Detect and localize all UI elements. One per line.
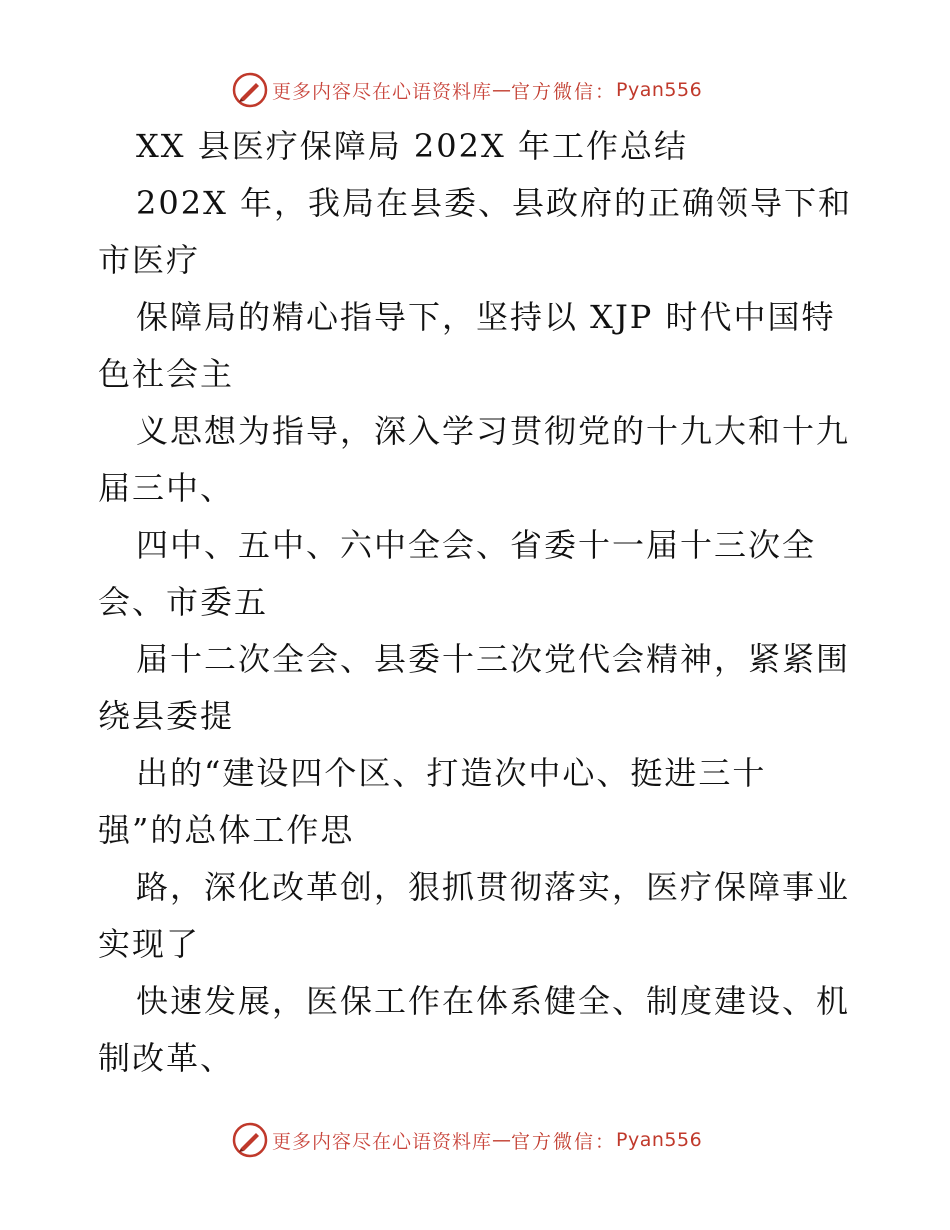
banner-wechat-label: 官方微信：: [511, 1130, 617, 1153]
paragraph-line: 实现了: [98, 925, 201, 963]
paragraph-line: 202X 年，我局在县委、县政府的正确领导下和: [136, 184, 853, 222]
paragraph-line: 届十二次全会、县委十三次党代会精神，紧紧围: [136, 640, 851, 678]
paragraph-line: 会、市委五: [98, 583, 269, 621]
banner-wechat-id: Pyan556: [616, 1129, 703, 1151]
banner-wechat-label: 官方微信：: [511, 80, 617, 103]
paragraph-line: 四中、五中、六中全会、省委十一届十三次全: [136, 526, 817, 564]
paragraph-line: 市医疗: [98, 241, 201, 279]
footer-banner: [232, 1120, 702, 1160]
banner-wechat-id: Pyan556: [616, 79, 703, 101]
paragraph-line: 绕县委提: [98, 697, 235, 735]
document-title: XX 县医疗保障局 202X 年工作总结: [136, 127, 688, 165]
banner-separator: —: [492, 79, 512, 101]
paragraph-line: 路，深化改革创，狠抓贯彻落实，医疗保障事业: [136, 868, 851, 906]
banner-brand-text: 更多内容尽在心语资料库: [272, 80, 493, 103]
header-banner: [232, 70, 702, 110]
paragraph-line: 出的“建设四个区、打造次中心、挺进三十: [136, 754, 767, 792]
paragraph-line: 快速发展，医保工作在体系健全、制度建设、机: [136, 982, 851, 1020]
pen-logo-icon: [232, 1122, 268, 1158]
document-body: [98, 118, 858, 1087]
paragraph-line: 制改革、: [98, 1039, 235, 1077]
paragraph-line: 保障局的精心指导下，坚持以 XJP 时代中国特: [136, 298, 836, 336]
paragraph-line: 强”的总体工作思: [98, 811, 355, 849]
pen-logo-icon: [232, 72, 268, 108]
paragraph-line: 色社会主: [98, 355, 235, 393]
paragraph-line: 义思想为指导，深入学习贯彻党的十九大和十九: [136, 412, 851, 450]
banner-separator: —: [492, 1129, 512, 1151]
paragraph-line: 届三中、: [98, 469, 235, 507]
banner-brand-text: 更多内容尽在心语资料库: [272, 1130, 493, 1153]
